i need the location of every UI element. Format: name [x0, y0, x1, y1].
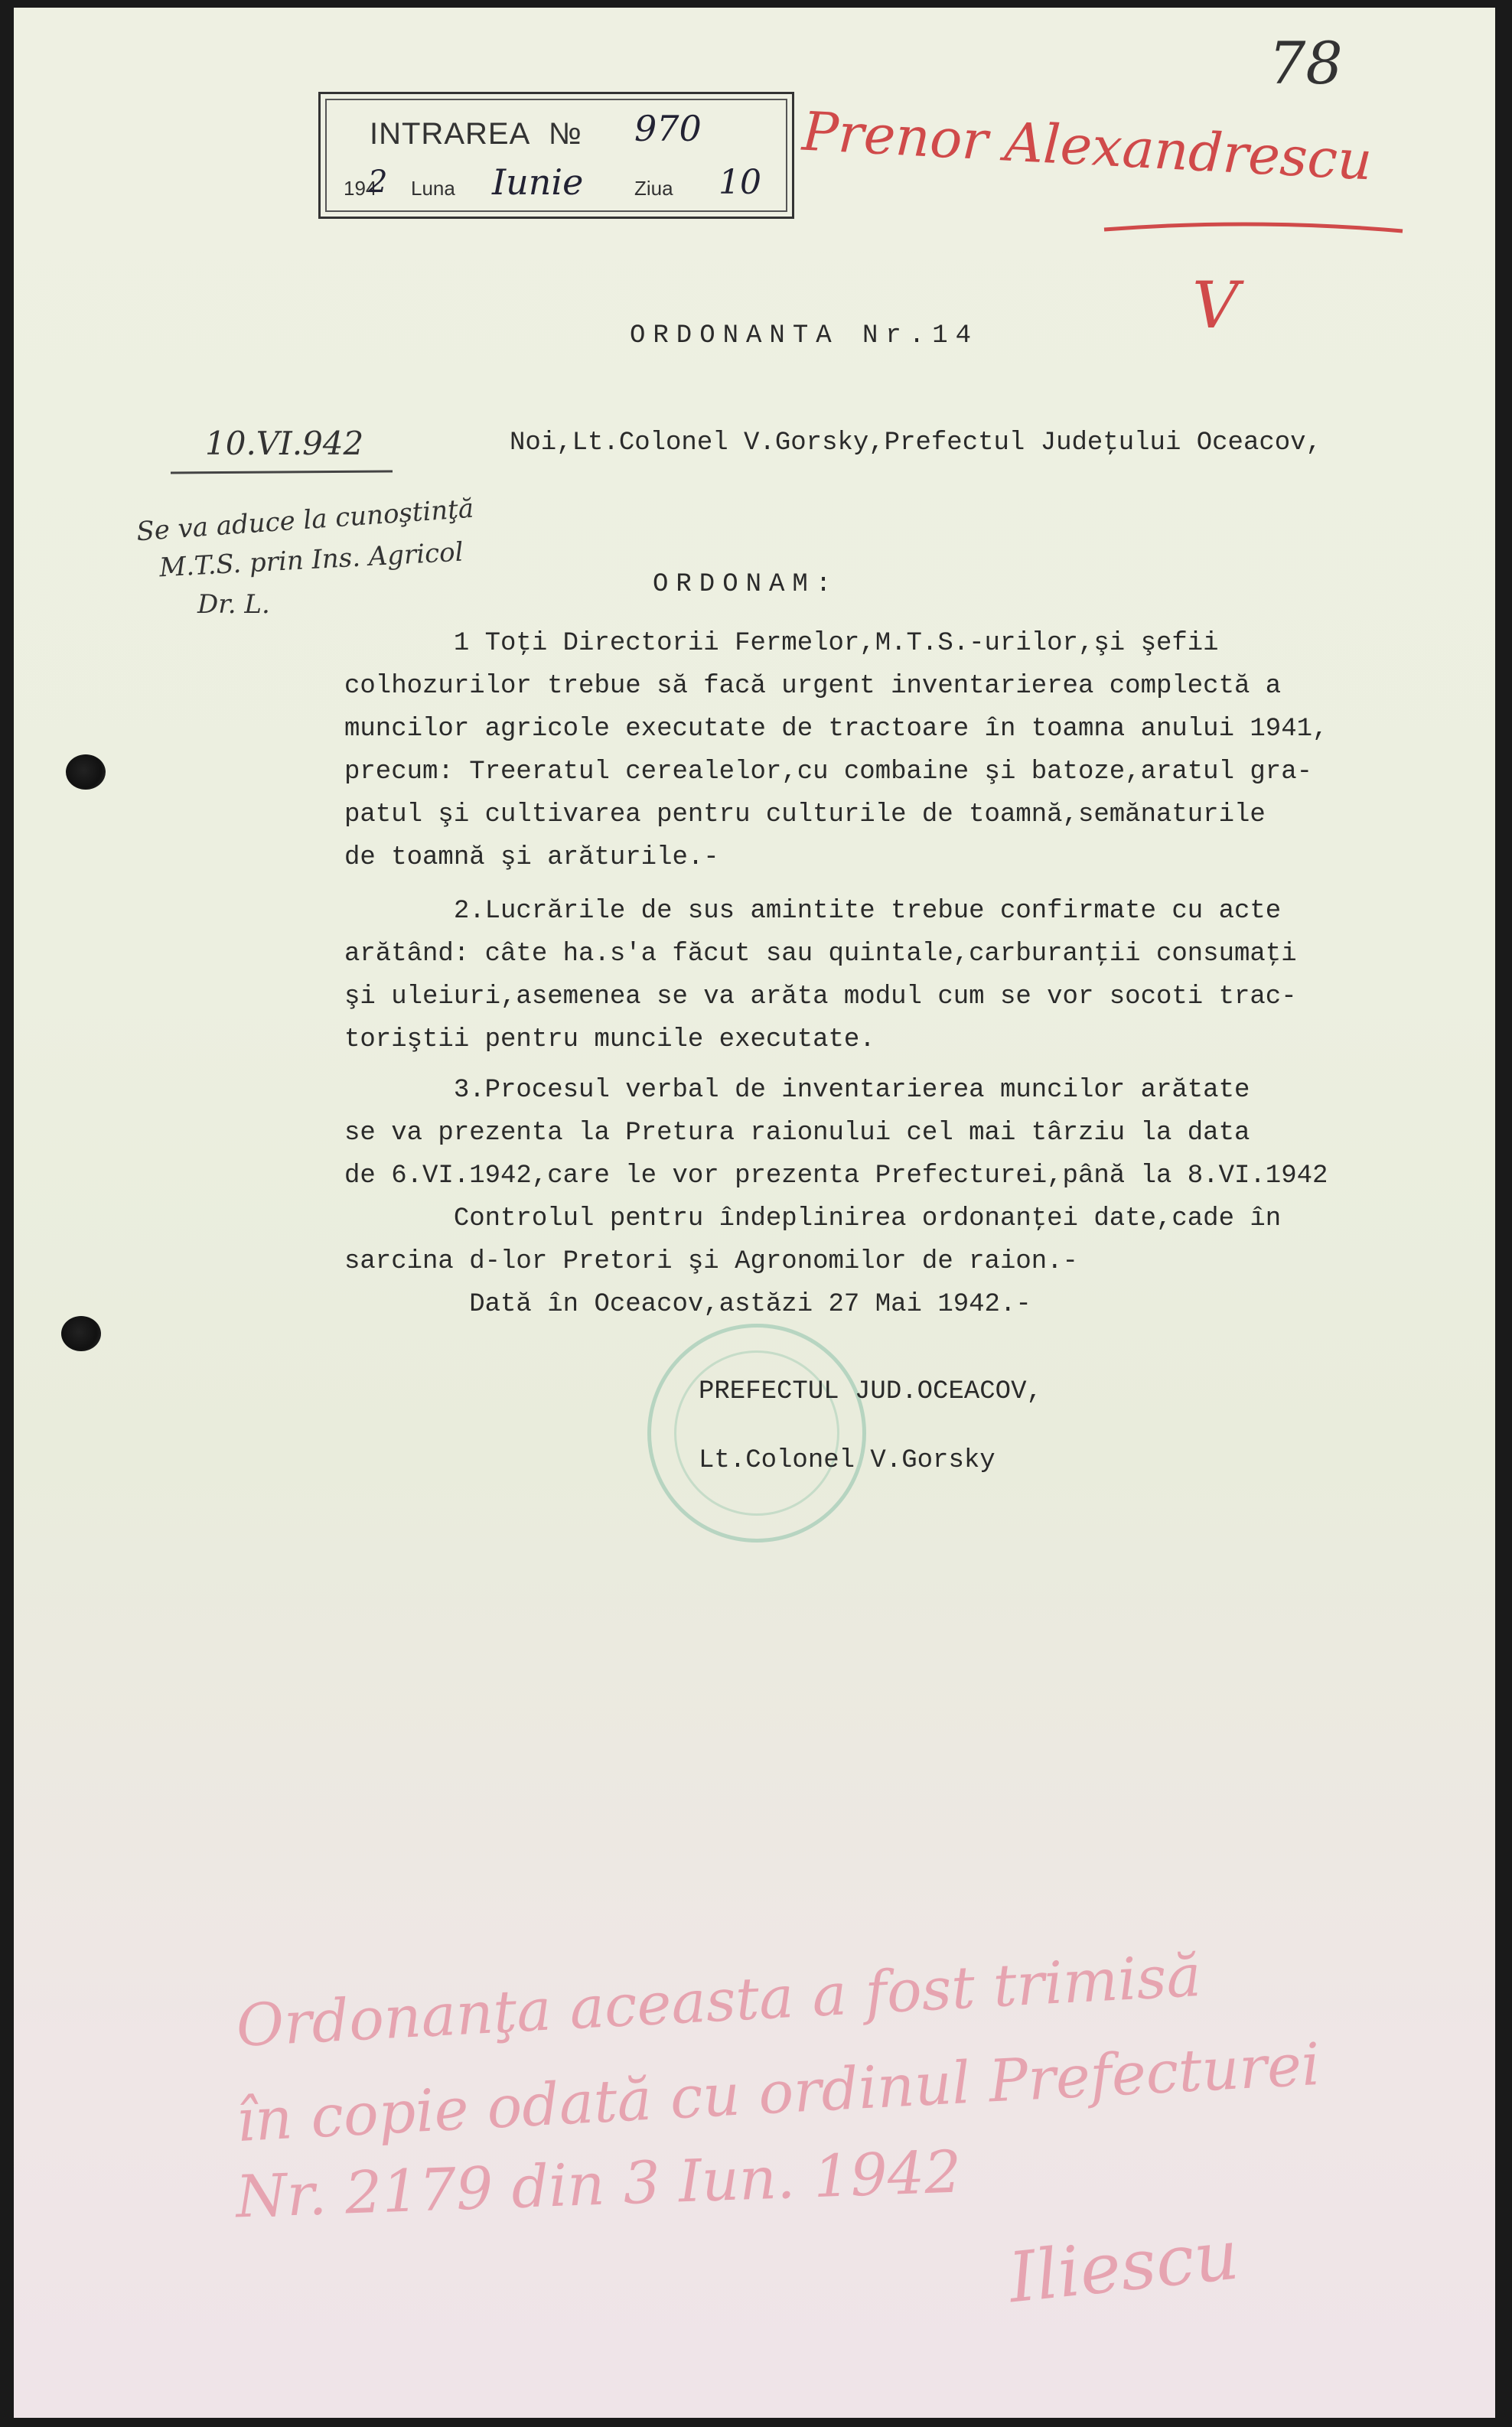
pencil-note-line: Dr. L. — [197, 589, 270, 620]
stamp-day-handwritten: 10 — [719, 163, 761, 202]
body-line: muncilor agricole executate de tractoare în toamna anului 1941, — [344, 715, 1328, 744]
stamp-year-prefix: 194 — [344, 177, 377, 200]
folio-number: 78 — [1269, 29, 1343, 97]
document-page — [14, 8, 1495, 2418]
pencil-note-line: Se va aduce la cunoştinţă — [135, 493, 475, 548]
body-line: 2.Lucrările de sus amintite trebue confirmate cu acte — [344, 897, 1282, 926]
body-line: Dată în Oceacov,astăzi 27 Mai 1942.- — [344, 1290, 1031, 1319]
stamp-day-label: Ziua — [634, 177, 673, 200]
body-line: sarcina d-lor Pretori şi Agronomilor de raion.- — [344, 1247, 1078, 1276]
body-line: se va prezenta la Pretura raionului cel mai târziu la data — [344, 1119, 1250, 1148]
body-line: 1 Toţi Directorii Fermelor,M.T.S.-urilor,şi şefii — [344, 629, 1219, 658]
red-handwritten-name: Prenor Alexandrescu — [800, 99, 1374, 193]
stamp-month-label: Luna — [411, 177, 455, 200]
body-line: şi uleiuri,asemenea se va arăta modul cum se vor socoti trac- — [344, 982, 1297, 1012]
punch-hole — [61, 1316, 101, 1351]
stamp-month-handwritten: Iunie — [492, 161, 584, 203]
registration-stamp — [318, 92, 794, 219]
body-line: colhozurilor trebue să facă urgent inventarierea complectă a — [344, 672, 1282, 701]
body-line: patul şi cultivarea pentru culturile de toamnă,semănaturile — [344, 800, 1266, 829]
stamp-number-handwritten: 970 — [634, 108, 702, 149]
bottom-note-line: în copie odată cu ordinul Prefecturei — [234, 2029, 1322, 2155]
bottom-note-line: Nr. 2179 din 3 Iun. 1942 — [234, 2137, 963, 2231]
body-line: de 6.VI.1942,care le vor prezenta Prefecturei,până la 8.VI.1942 — [344, 1161, 1328, 1191]
pencil-note-line: M.T.S. prin Ins. Agricol — [158, 536, 464, 584]
red-underline — [1100, 214, 1406, 245]
body-line: 3.Procesul verbal de inventarierea muncilor arătate — [344, 1076, 1250, 1105]
body-line: toriştii pentru muncile executate. — [344, 1025, 875, 1054]
body-line: arătând: câte ha.s'a făcut sau quintale,carburanţii consumaţi — [344, 940, 1297, 969]
bottom-note-line: Ordonanţa aceasta a fost trimisă — [234, 1941, 1203, 2060]
stamp-title: INTRAREA — [370, 117, 531, 151]
stamp-number-symbol: № — [549, 117, 582, 151]
body-line: precum: Treeratul cerealelor,cu combaine şi batoze,aratul gra- — [344, 757, 1313, 787]
pencil-underline — [167, 465, 396, 481]
body-line: de toamnă şi arăturile.- — [344, 843, 719, 872]
stamp-year-handwritten: 2 — [368, 165, 388, 200]
pencil-date: 10.VI.942 — [205, 425, 364, 462]
body-line: Controlul pentru îndeplinirea ordonanţei date,cade în — [344, 1204, 1282, 1233]
signature-name: Lt.Colonel V.Gorsky — [699, 1446, 996, 1475]
document-title: ORDONANTA Nr.14 — [630, 321, 979, 350]
official-seal — [647, 1324, 866, 1543]
document-ordonam: ORDONAM: — [653, 570, 839, 599]
document-intro: Noi,Lt.Colonel V.Gorsky,Prefectul Judeţului Oceacov, — [510, 428, 1321, 458]
bottom-note-signature: Iliescu — [1005, 2214, 1243, 2319]
red-check-mark: V — [1192, 268, 1239, 343]
signature-title: PREFECTUL JUD.OCEACOV, — [699, 1377, 1042, 1406]
punch-hole — [66, 754, 106, 790]
